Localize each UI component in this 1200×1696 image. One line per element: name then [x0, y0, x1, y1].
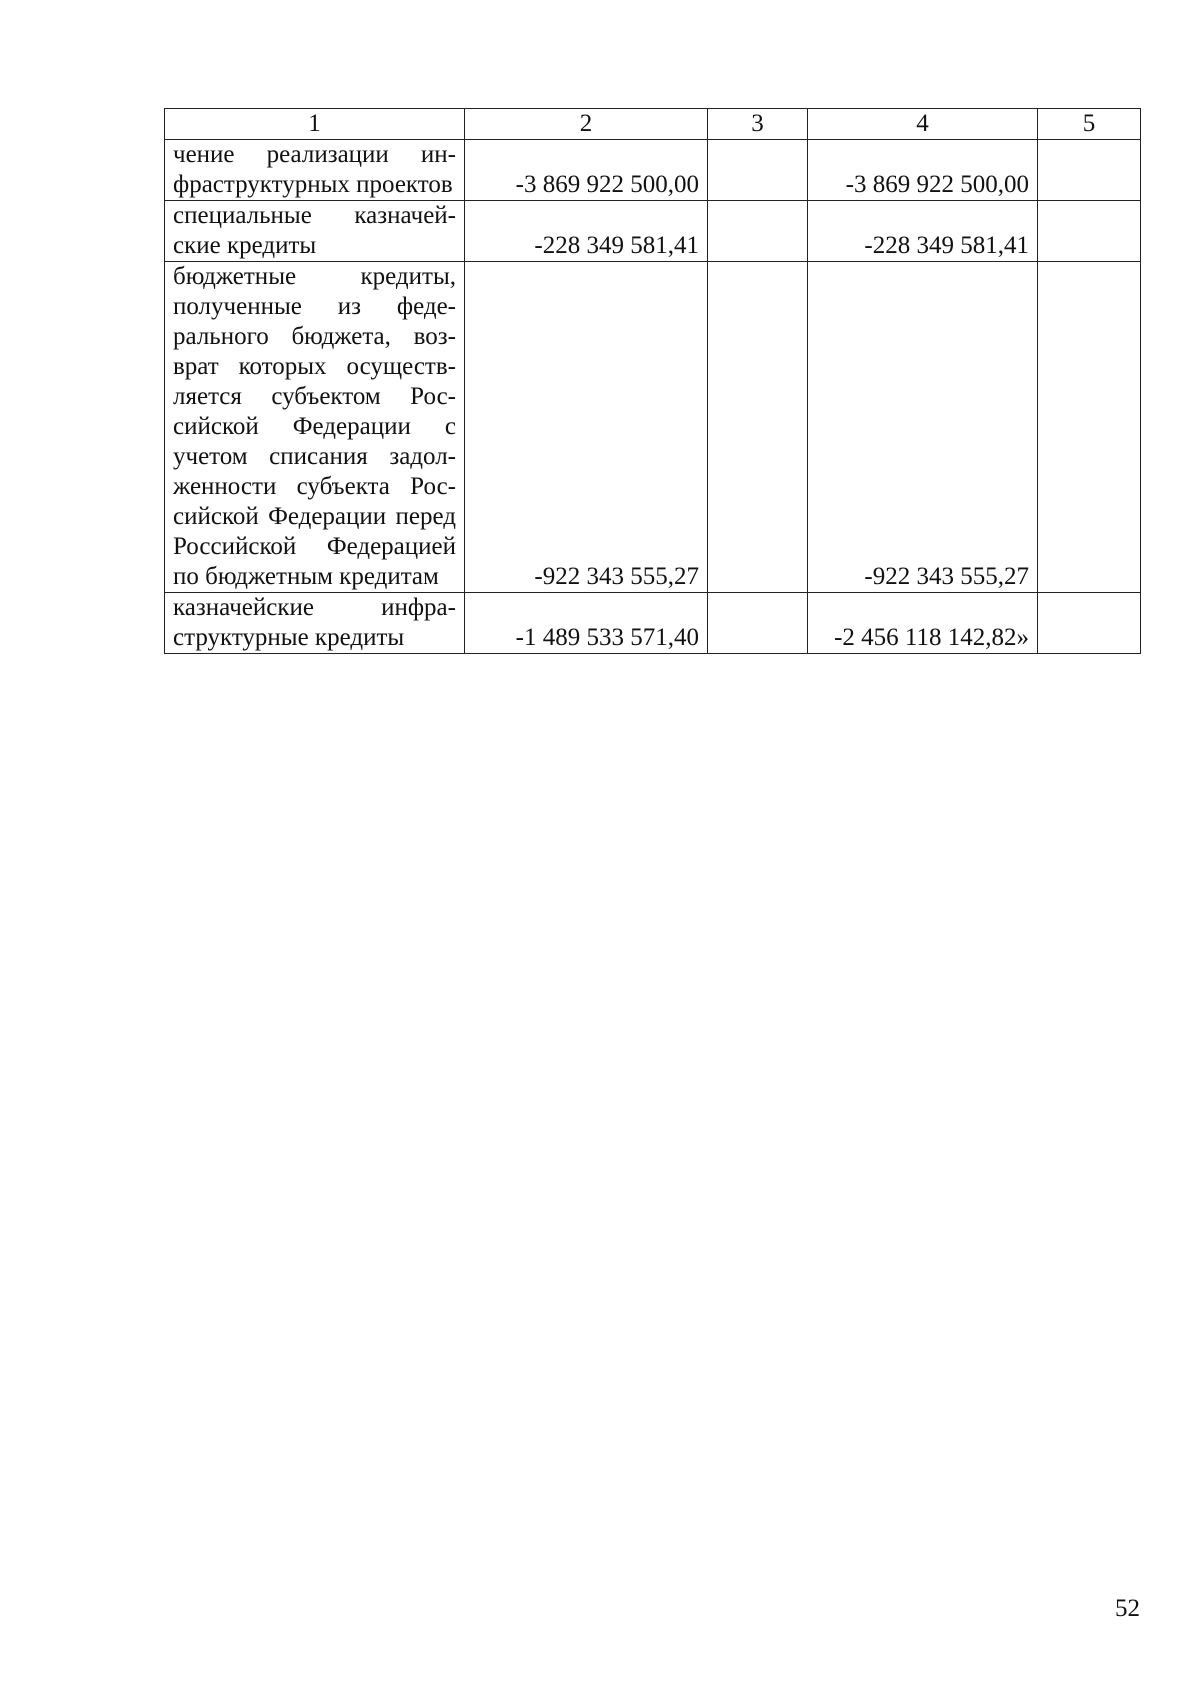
table-row	[165, 593, 1141, 654]
row-value-col2: -1 489 533 571,40	[465, 593, 708, 654]
row-value-col4: -228 349 581,41	[808, 201, 1038, 262]
row-name-cell: казначейские инфраструктурные кредиты	[165, 593, 465, 654]
row-value-col3	[708, 201, 808, 262]
budget-table	[164, 108, 1141, 654]
column-header-3: 3	[708, 109, 808, 140]
row-name-cell: бюджетные кредиты, полученные из федерального бюджета, возврат которых осуществляется субъектом Российской Федерации с учетом списания задолженности субъекта Российской Федерации перед Российской Федерацией по бюджетным кредитам	[165, 262, 465, 593]
row-value-col5	[1038, 140, 1141, 201]
row-value-col2: -922 343 555,27	[465, 262, 708, 593]
row-value-col4: -3 869 922 500,00	[808, 140, 1038, 201]
table-row	[165, 262, 1141, 593]
table-header	[165, 109, 1141, 140]
page-number: 52	[1115, 1595, 1140, 1622]
row-value-col3	[708, 140, 808, 201]
column-header-2: 2	[465, 109, 708, 140]
row-value-col5	[1038, 593, 1141, 654]
column-header-1: 1	[165, 109, 465, 140]
row-name-cell: специальные казначейские кредиты	[165, 201, 465, 262]
row-value-col5	[1038, 201, 1141, 262]
table-body	[165, 140, 1141, 654]
table-row	[165, 140, 1141, 201]
row-name-cell: чение реализации инфраструктурных проектов	[165, 140, 465, 201]
row-value-col4: -2 456 118 142,82»	[808, 593, 1038, 654]
row-value-col2: -228 349 581,41	[465, 201, 708, 262]
header-row	[165, 109, 1141, 140]
row-value-col5	[1038, 262, 1141, 593]
row-value-col3	[708, 262, 808, 593]
row-value-col3	[708, 593, 808, 654]
column-header-5: 5	[1038, 109, 1141, 140]
table-row	[165, 201, 1141, 262]
row-value-col4: -922 343 555,27	[808, 262, 1038, 593]
column-header-4: 4	[808, 109, 1038, 140]
row-value-col2: -3 869 922 500,00	[465, 140, 708, 201]
